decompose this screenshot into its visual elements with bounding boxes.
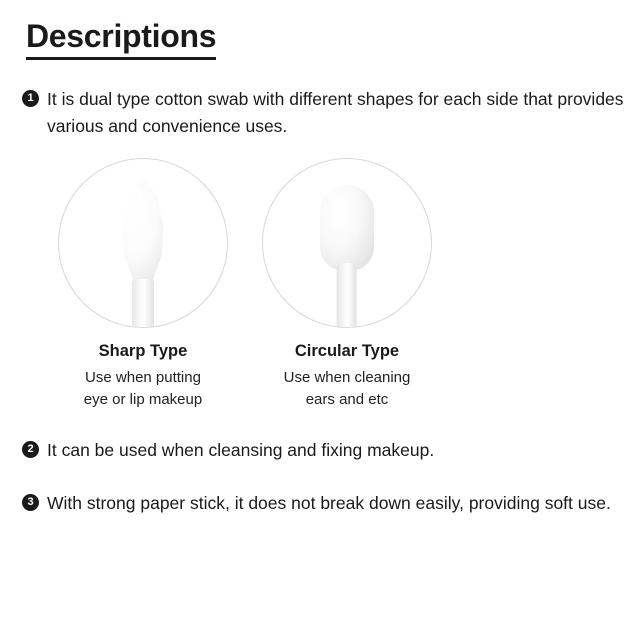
swatch-desc-circular-line1: Use when cleaning <box>283 369 411 387</box>
list-item-text-1: It is dual type cotton swab with different shapes for each side that provides various and convenience uses. <box>47 88 624 136</box>
list-marker-3: 3 <box>22 494 39 511</box>
list-item <box>22 437 628 464</box>
paper-stick-icon <box>132 279 154 328</box>
list-marker-1: 1 <box>22 90 39 107</box>
swatch-title-circular: Circular Type <box>294 342 400 361</box>
swatch-row <box>58 158 628 411</box>
sharp-type-image <box>58 158 228 328</box>
cotton-tip-sharp-icon <box>115 177 171 287</box>
swatch-desc-circular <box>262 367 432 411</box>
swatch-desc-sharp-line1: Use when putting <box>85 369 201 387</box>
list-item-text-3: With strong paper stick, it does not break down easily, providing soft use. <box>47 492 611 513</box>
page-title: Descriptions <box>26 18 216 60</box>
swatch-sharp-type <box>58 158 228 411</box>
swatch-desc-sharp-line2: eye or lip makeup <box>83 390 203 408</box>
swatch-desc-sharp <box>58 367 228 411</box>
swatch-title-sharp: Sharp Type <box>98 342 188 361</box>
cotton-tip-circular-icon <box>320 185 374 271</box>
paper-stick-icon <box>337 263 357 328</box>
swatch-desc-circular-line2: ears and etc <box>305 390 389 408</box>
swatch-circular-type <box>262 158 432 411</box>
list-marker-2: 2 <box>22 441 39 458</box>
list-item <box>22 86 628 140</box>
circular-type-image <box>262 158 432 328</box>
list-item <box>22 490 628 517</box>
list-item-text-2: It can be used when cleansing and fixing makeup. <box>47 439 435 460</box>
